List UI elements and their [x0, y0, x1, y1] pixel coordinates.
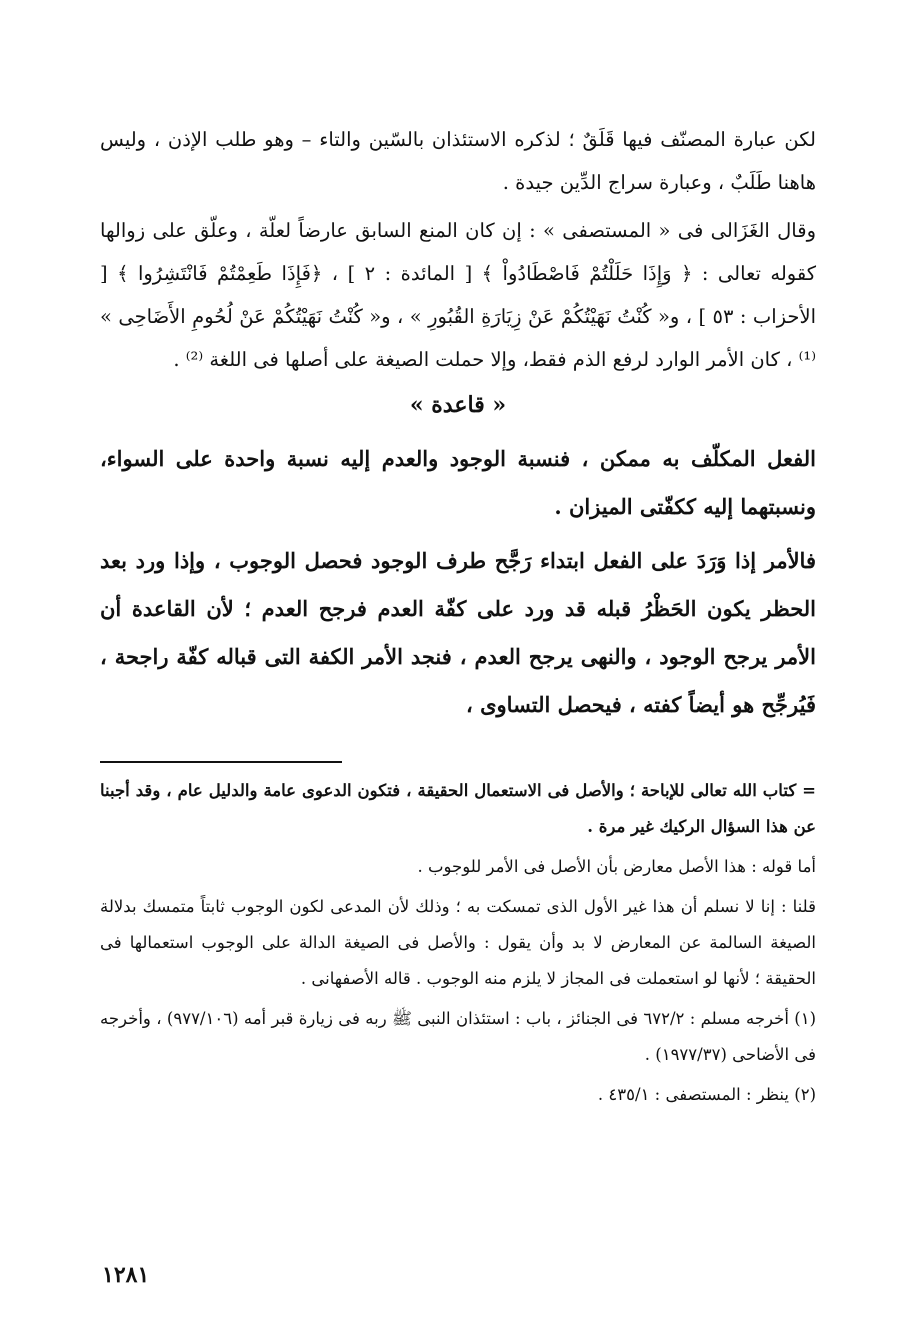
- footnote-continued: = كتاب الله تعالى للإباحة ؛ والأصل فى الاستعمال الحقيقة ، فتكون الدعوى عامة والدليل عام ، وقد أجبنا عن هذا السؤال الركيك غير مرة .: [100, 781, 816, 836]
- footnote-plain-1: أما قوله : هذا الأصل معارض بأن الأصل فى الأمر للوجوب .: [417, 857, 816, 876]
- body-paragraph-2: وقال الغَزَالى فى « المستصفى » : إن كان المنع السابق عارضاً لعلّة ، وعلّق على زوالها كقوله تعالى : ﴿ وَإِذَا حَلَلْتُمْ فَاصْطَادُواْ ﴾ [ المائدة : ٢ ] ، ﴿فَإِذَا طَعِمْتُمْ فَانْتَشِرُوا ﴾ [ الأحزاب : ٥٣ ] ، و« كُنْتُ نَهَيْتُكُمْ عَنْ زِيَارَةِ القُبُورِ » ، و« كُنْتُ نَهَيْتُكُمْ عَنْ لُحُومِ الأَضَاحِى » ⁽¹⁾ ، كان الأمر الوارد لرفع الذم فقط، وإلا حملت الصيغة على أصلها فى اللغة ⁽²⁾ .: [100, 219, 816, 371]
- footnote-separator-wrap: [100, 735, 816, 773]
- footnote-separator: [100, 761, 342, 763]
- rule-paragraph-1: الفعل المكلّف به ممكن ، فنسبة الوجود والعدم إليه نسبة واحدة على السواء، ونسبتهما إليه ككفّتى الميزان .: [100, 446, 816, 519]
- footnote-1: (١) أخرجه مسلم : ٦٧٢/٢ فى الجنائز ، باب : استئذان النبى ﷺ ربه فى زيارة قبر أمه (٩٧٧/١٠٦) ، وأخرجه فى الأضاحى (١٩٧٧/٣٧) .: [100, 1009, 816, 1064]
- page-number: ١٢٨١: [102, 1262, 150, 1288]
- page-body: [100, 118, 816, 1117]
- section-heading: « قاعدة »: [409, 392, 507, 418]
- footnote-2: (٢) ينظر : المستصفى : ٤٣٥/١ .: [597, 1085, 816, 1104]
- body-paragraph-1: لكن عبارة المصنّف فيها قَلَقٌ ؛ لذكره الاستئذان بالسّين والتاء – وهو طلب الإذن ، وليس هاهنا طَلَبٌ ، وعبارة سراج الدِّين جيدة .: [100, 128, 816, 194]
- footnote-plain-2: قلنا : إنا لا نسلم أن هذا غير الأول الذى تمسكت به ؛ وذلك لأن المدعى لكون الوجوب ثابتاً متمسك بدلالة الصيغة السالمة عن المعارض لا بد وأن يقول : والأصل فى الصيغة الدالة على الوجوب استعمالها فى الحقيقة ؛ لأنها لو استعملت فى المجاز لا يلزم منه الوجوب . قاله الأصفهانى .: [100, 897, 816, 988]
- rule-paragraph-2: فالأمر إذا وَرَدَ على الفعل ابتداء رَجَّح طرف الوجود فحصل الوجوب ، وإذا ورد بعد الحظر يكون الحَظْرُ قبله قد ورد على كفّة العدم فرجح العدم ؛ لأن القاعدة أن الأمر يرجح الوجود ، والنهى يرجح العدم ، فنجد الأمر الكفة التى قباله كفّة راجحة ، فَيُرجِّح هو أيضاً كفته ، فيحصل التساوى ،: [100, 548, 816, 717]
